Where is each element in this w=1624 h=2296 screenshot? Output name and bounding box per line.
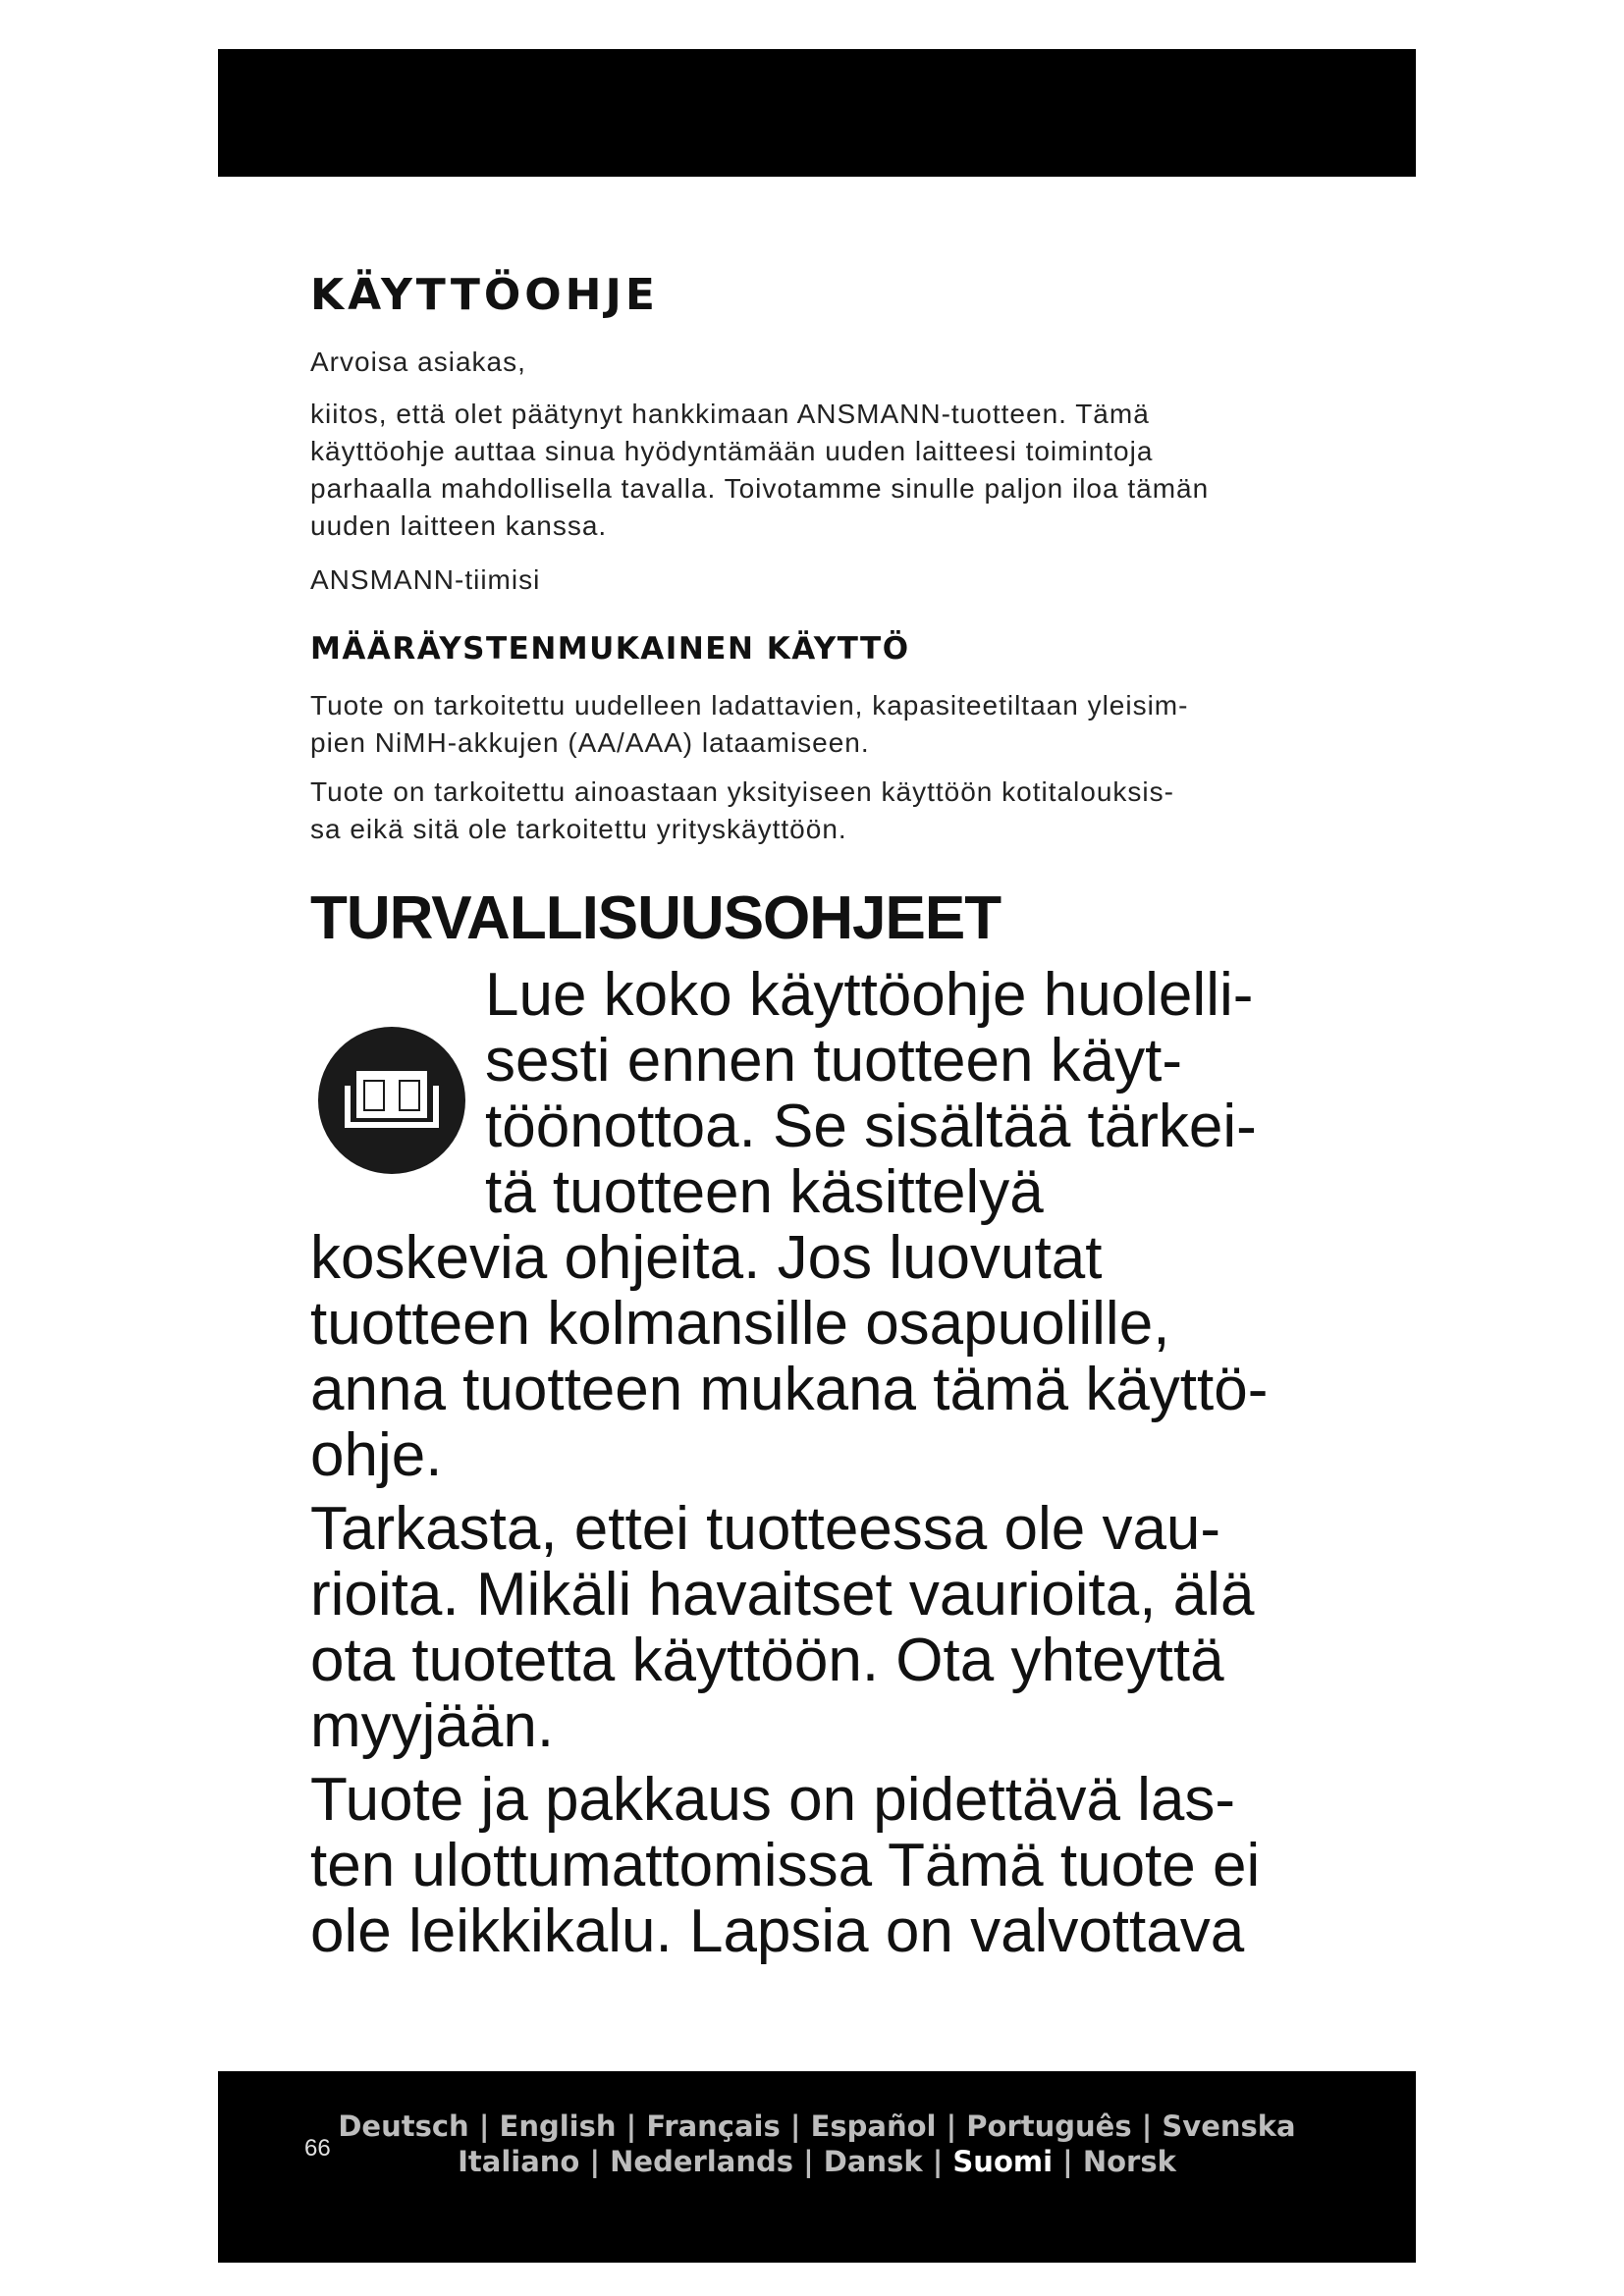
lang-separator: | [922, 2145, 953, 2178]
safety-line: koskevia ohjeita. Jos luovutat [310, 1224, 1103, 1292]
lang-separator: | [579, 2145, 611, 2178]
safety-line: sesti ennen tuotteen käyt- [485, 1027, 1183, 1095]
lang-link-portugues[interactable]: Português [966, 2109, 1132, 2143]
safety-line: Tuote ja pakkaus on pidettävä las- [310, 1766, 1236, 1834]
safety-line: ota tuotetta käyttöön. Ota yhteyttä [310, 1627, 1224, 1694]
safety-paragraph-2 [310, 1496, 1331, 1759]
intro-line: käyttöohje auttaa sinua hyödyntämään uuden laitteesi toimintoja [310, 436, 1154, 466]
lang-separator: | [1053, 2145, 1083, 2178]
safety-instructions [310, 962, 1331, 1972]
intended-use-p1 [310, 687, 1331, 762]
lang-link-francais[interactable]: Français [646, 2109, 781, 2143]
intro-line: parhaalla mahdollisella tavalla. Toivotamme sinulle paljon iloa tämän [310, 473, 1210, 504]
lang-link-italiano[interactable]: Italiano [458, 2145, 580, 2178]
intended-use-line: Tuote on tarkoitettu uudelleen ladattavien, kapasiteetiltaan yleisim- [310, 690, 1189, 721]
footer-bar [218, 2071, 1416, 2263]
safety-line: Tarkasta, ettei tuotteessa ole vau- [310, 1495, 1221, 1563]
lang-link-deutsch[interactable]: Deutsch [338, 2109, 469, 2143]
intended-use-line: pien NiMH-akkujen (AA/AAA) lataamiseen. [310, 727, 870, 758]
lang-link-svenska[interactable]: Svenska [1162, 2109, 1296, 2143]
greeting: Arvoisa asiakas, [310, 347, 526, 377]
signature: ANSMANN-tiimisi [310, 564, 541, 595]
lang-link-suomi-active[interactable]: Suomi [952, 2145, 1054, 2178]
safety-paragraph-3 [310, 1767, 1331, 1964]
safety-line: anna tuotteen mukana tämä käyttö- [310, 1356, 1269, 1423]
safety-line: rioita. Mikäli havaitset vaurioita, älä [310, 1561, 1255, 1629]
lang-separator: | [780, 2109, 811, 2143]
book-icon [318, 1027, 465, 1174]
intro-line: uuden laitteen kanssa. [310, 510, 608, 541]
page-number: 66 [304, 2135, 331, 2162]
header-bar [218, 49, 1416, 177]
lang-separator: | [936, 2109, 967, 2143]
safety-heading: TURVALLISUUSOHJEET [310, 884, 1001, 952]
lang-link-nederlands[interactable]: Nederlands [610, 2145, 793, 2178]
safety-line: Lue koko käyttöohje huolelli- [485, 961, 1254, 1029]
safety-line: töönottoa. Se sisältää tärkei- [485, 1093, 1257, 1160]
lang-link-espanol[interactable]: Español [810, 2109, 937, 2143]
safety-line: ole leikkikalu. Lapsia on valvottava [310, 1897, 1245, 1965]
safety-line: tuotteen kolmansille osapuolille, [310, 1290, 1170, 1358]
intended-use-line: Tuote on tarkoitettu ainoastaan yksityiseen käyttöön kotitalouksis- [310, 776, 1174, 807]
safety-line: myyjään. [310, 1692, 555, 1760]
lang-separator: | [616, 2109, 647, 2143]
safety-line: ten ulottumattomissa Tämä tuote ei [310, 1832, 1261, 1899]
language-nav [218, 2109, 1416, 2179]
intro-body [310, 396, 1331, 545]
intended-use-p2 [310, 774, 1331, 848]
lang-link-norsk[interactable]: Norsk [1082, 2145, 1176, 2178]
intended-use-heading: MÄÄRÄYSTENMUKAINEN KÄYTTÖ [310, 631, 910, 667]
lang-separator: | [1131, 2109, 1163, 2143]
intended-use-line: sa eikä sitä ole tarkoitettu yrityskäyttöön. [310, 814, 847, 844]
language-row-1 [218, 2109, 1416, 2144]
lang-separator: | [792, 2145, 824, 2178]
lang-separator: | [468, 2109, 500, 2143]
intro-line: kiitos, että olet päätynyt hankkimaan ANSMANN-tuotteen. Tämä [310, 399, 1150, 429]
page-title: KÄYTTÖOHJE [310, 270, 659, 320]
safety-line: tä tuotteen käsittelyä [485, 1158, 1044, 1226]
lang-link-english[interactable]: English [499, 2109, 617, 2143]
lang-link-dansk[interactable]: Dansk [823, 2145, 923, 2178]
safety-line: ohje. [310, 1421, 443, 1489]
language-row-2 [218, 2144, 1416, 2179]
